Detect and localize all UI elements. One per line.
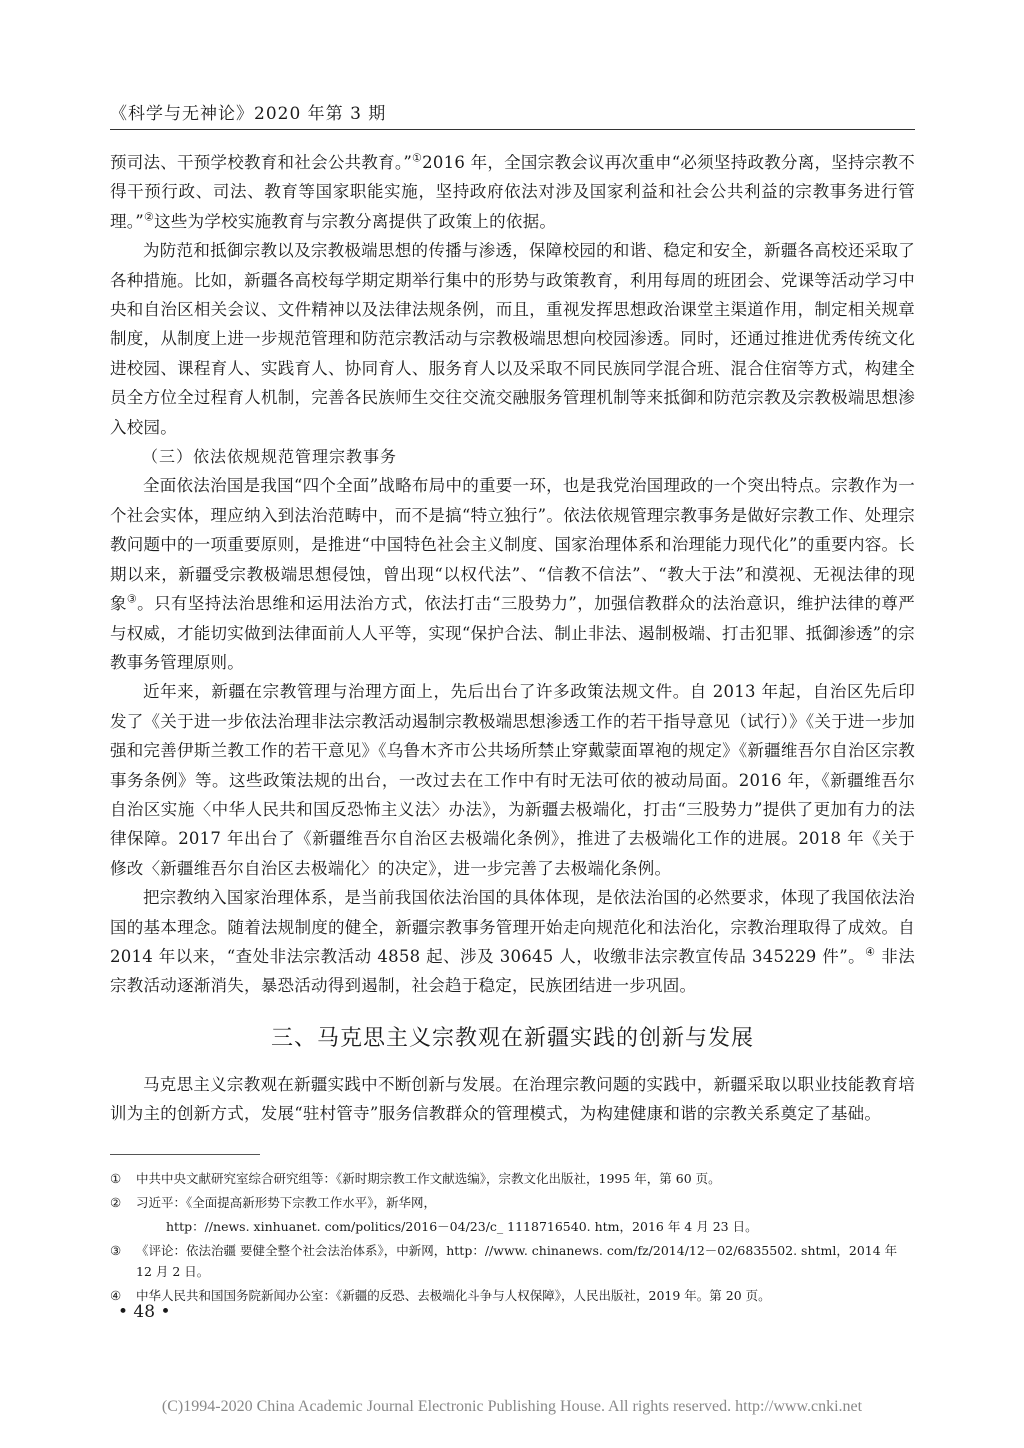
page-number: • 48 • <box>118 1302 171 1322</box>
footnote-4 <box>110 1285 915 1306</box>
footnote-2 <box>110 1192 915 1213</box>
footnote-text: 中华人民共和国国务院新闻办公室：《新疆的反恐、去极端化斗争与人权保障》，人民出版社，2019 年。第 20 页。 <box>136 1288 771 1303</box>
paragraph-5-text-b: 非法宗教活动逐渐消失，暴恐活动得到遏制，社会趋于稳定，民族团结进一步巩固。 <box>110 946 915 996</box>
paragraph-5-text-a: 把宗教纳入国家治理体系，是当前我国依法治国的具体体现，是依法治国的必然要求，体现了我国依法治国的基本理念。随着法规制度的健全，新疆宗教事务管理开始走向规范化和法治化，宗教治理取得了成效。自 2014 年以来，“查处非法宗教活动 4858 起、涉及 30645 人，收缴非法宗教宣传品 345229 件”。 <box>110 888 915 966</box>
footnote-number: ② <box>110 1195 122 1210</box>
footnote-1 <box>110 1168 915 1189</box>
paragraph-1-text-b: 2016 年，全国宗教会议再次重申“必须坚持政教分离，坚持宗教不得干预行政、司法、教育等国家职能实施，坚持政府依法对涉及国家利益和社会公共利益的宗教事务进行管理。” <box>110 153 915 231</box>
paragraph-1-text-a: 预司法、干预学校教育和社会公共教育。” <box>110 153 413 172</box>
paragraph-6: 马克思主义宗教观在新疆实践中不断创新与发展。在治理宗教问题的实践中，新疆采取以职业技能教育培训为主的创新方式，发展“驻村管寺”服务信教群众的管理模式，为构建健康和谐的宗教关系奠定了基础。 <box>110 1074 915 1124</box>
paragraph-4: 近年来，新疆在宗教管理与治理方面上，先后出台了许多政策法规文件。自 2013 年起，自治区先后印发了《关于进一步依法治理非法宗教活动遏制宗教极端思想渗透工作的若干指导意见（试行）》《关于进一步加强和完善伊斯兰教工作的若干意见》《乌鲁木齐市公共场所禁止穿戴蒙面罩袍的规定》《新疆维吾尔自治区宗教事务条例》等。这些政策法规的出台，一改过去在工作中有时无法可依的被动局面。2016 年，《新疆维吾尔自治区实施〈中华人民共和国反恐怖主义法〉办法》，为新疆去极端化，打击“三股势力”提供了更加有力的法律保障。2017 年出台了《新疆维吾尔自治区去极端化条例》，推进了去极端化工作的进展。2018 年《关于修改〈新疆维吾尔自治区去极端化〉的决定》，进一步完善了去极端化条例。 <box>110 682 915 878</box>
footnote-number: ③ <box>110 1243 122 1258</box>
paragraph-1 <box>110 148 915 236</box>
footnote-number: ① <box>110 1171 122 1186</box>
journal-header: 《科学与无神论》2020 年第 3 期 <box>110 104 387 124</box>
paragraph-3 <box>110 471 915 677</box>
footnote-number: ④ <box>110 1288 122 1303</box>
footnote-ref-4[interactable]: ④ <box>865 945 876 959</box>
footnote-rule <box>110 1154 260 1155</box>
paragraph-3-text-a: 全面依法治国是我国“四个全面”战略布局中的重要一环，也是我党治国理政的一个突出特点。宗教作为一个社会实体，理应纳入到法治范畴中，而不是搞“特立独行”。依法依规管理宗教事务是做好宗教工作、处理宗教问题中的一项重要原则，是推进“中国特色社会主义制度、国家治理体系和治理能力现代化”的重要内容。长期以来，新疆受宗教极端思想侵蚀，曾出现“以权代法”、“信教不信法”、“教大于法”和漠视、无视法律的现象 <box>110 476 915 614</box>
article-body <box>110 148 915 1129</box>
paragraph-3-text-b: 。只有坚持法治思维和运用法治方式，依法打击“三股势力”，加强信教群众的法治意识，维护法律的尊严与权威，才能切实做到法律面前人人平等，实现“保护合法、制止非法、遏制极端、打击犯罪、抵御渗透”的宗教事务管理原则。 <box>110 594 916 672</box>
paragraph-1-text-c: 这些为学校实施教育与宗教分离提供了政策上的依据。 <box>154 211 557 231</box>
subsection-heading: （三）依法依规规范管理宗教事务 <box>142 447 398 467</box>
footnote-ref-3[interactable]: ③ <box>126 592 138 606</box>
paragraph-2: 为防范和抵御宗教以及宗教极端思想的传播与渗透，保障校园的和谐、稳定和安全，新疆各高校还采取了各种措施。比如，新疆各高校每学期定期举行集中的形势与政策教育，利用每周的班团会、党课等活动学习中央和自治区相关会议、文件精神以及法律法规条例，而且，重视发挥思想政治课堂主渠道作用，制定相关规章制度，从制度上进一步规范管理和防范宗教活动与宗教极端思想向校园渗透。同时，还通过推进优秀传统文化进校园、课程育人、实践育人、协同育人、服务育人以及采取不同民族同学混合班、混合住宿等方式，构建全员全方位全过程育人机制，完善各民族师生交往交流交融服务管理机制等来抵御和防范宗教及宗教极端思想渗入校园。 <box>110 241 915 437</box>
header-rule <box>110 129 915 130</box>
footnote-3 <box>110 1240 915 1282</box>
section-title: 三、马克思主义宗教观在新疆实践的创新与发展 <box>270 1025 754 1051</box>
footnote-2-url[interactable]: http：//news. xinhuanet. com/politics/2016－04/23/c_ 1118716540. htm，2016 年 4 月 23 日。 <box>166 1219 758 1234</box>
footnote-text: 中共中央文献研究室综合研究组等：《新时期宗教工作文献选编》，宗教文化出版社，1995 年，第 60 页。 <box>136 1171 721 1186</box>
footnotes <box>110 1168 915 1309</box>
footnote-ref-1[interactable]: ① <box>412 151 423 165</box>
paragraph-5 <box>110 883 915 1001</box>
footnote-text: 习近平：《全面提高新形势下宗教工作水平》，新华网， <box>136 1195 437 1210</box>
footnote-ref-2[interactable]: ② <box>143 210 155 224</box>
footnote-text: 《评论：依法治疆 要健全整个社会法治体系》，中新网，http：//www. chinanews. com/fz/2014/12－02/6835502. shtml，2014 年 12 月 2 日。 <box>136 1243 898 1279</box>
copyright-notice: (C)1994-2020 China Academic Journal Electronic Publishing House. All rights reserved. http://www.cnki.net <box>161 1398 863 1415</box>
